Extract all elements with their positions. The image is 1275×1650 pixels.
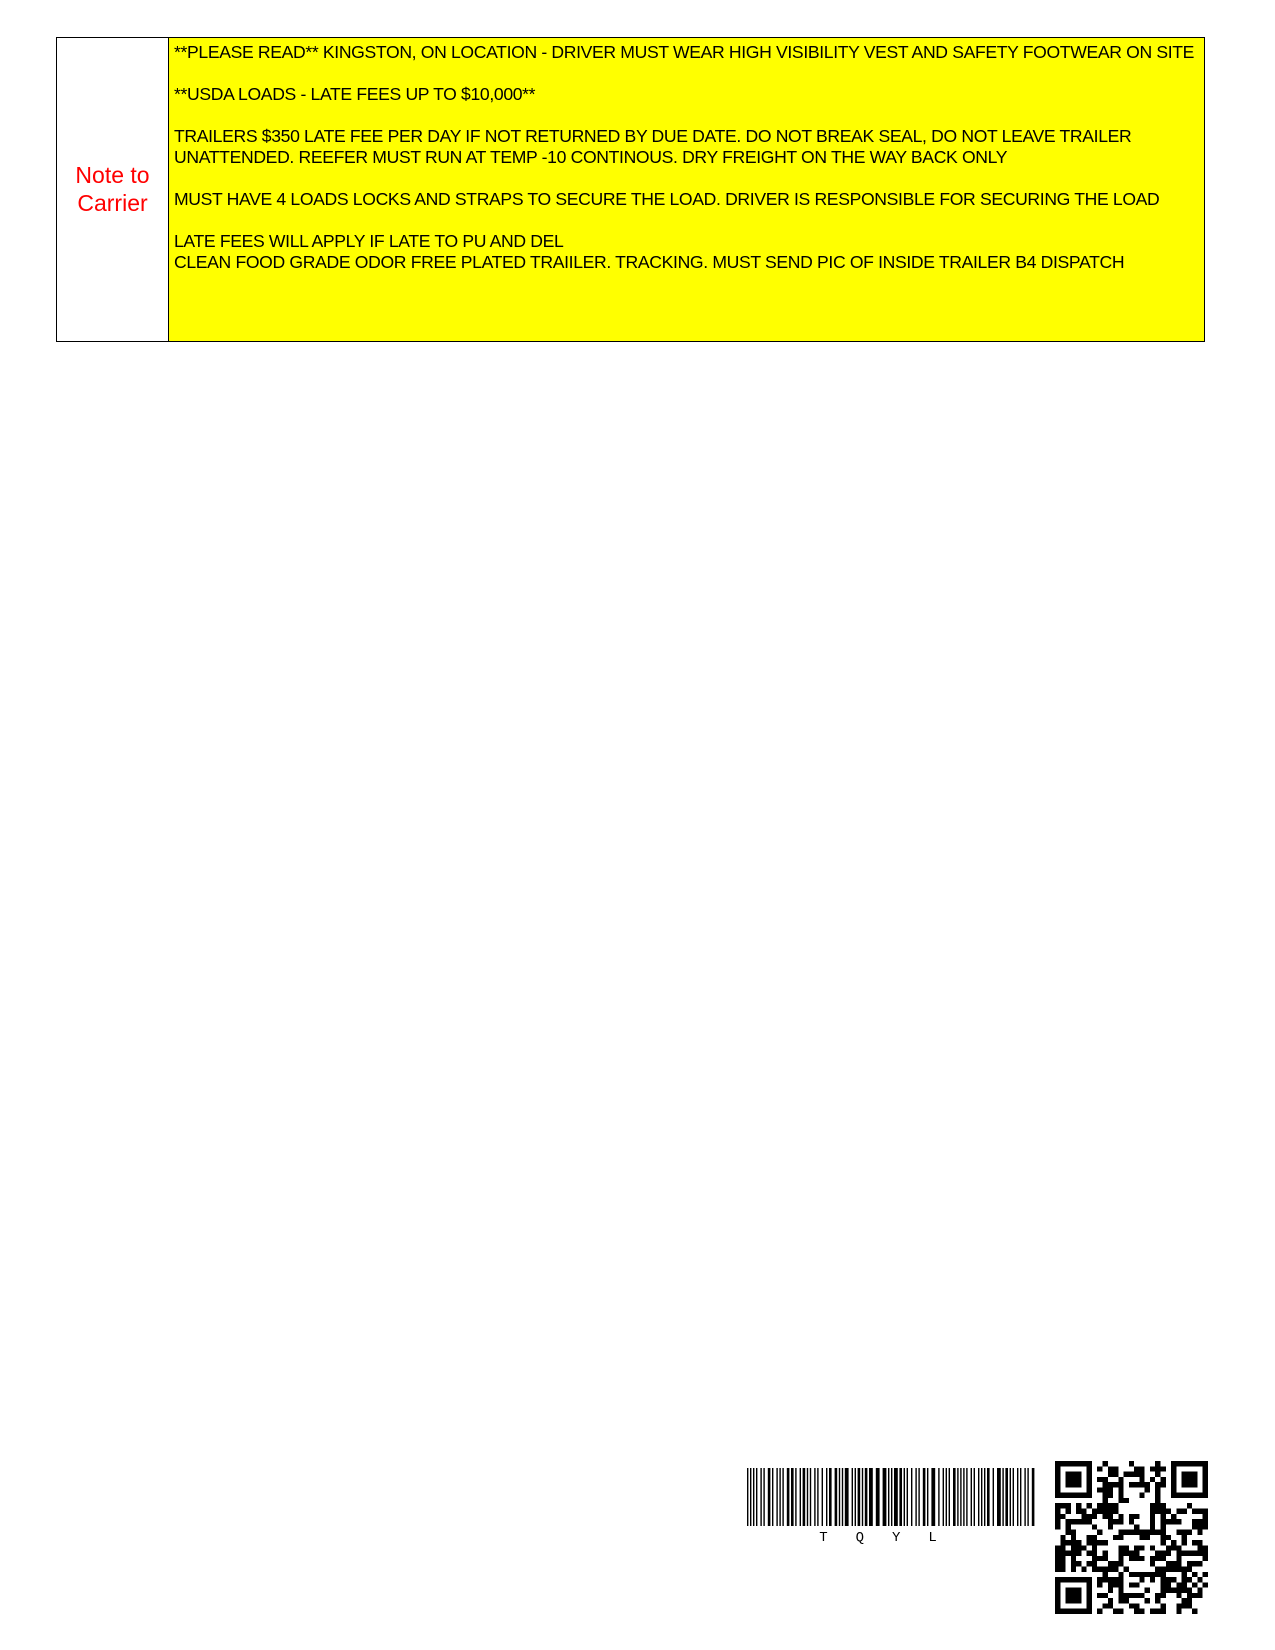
note-label-line2: Carrier: [77, 189, 148, 216]
note-paragraph-safety: **PLEASE READ** KINGSTON, ON LOCATION - DRIVER MUST WEAR HIGH VISIBILITY VEST AND SAFETY FOOTWEAR ON SITE: [174, 42, 1195, 62]
barcode-bars: [747, 1468, 1037, 1528]
note-paragraph-trailers: TRAILERS $350 LATE FEE PER DAY IF NOT RETURNED BY DUE DATE. DO NOT BREAK SEAL, DO NOT LEAVE TRAILER UNATTENDED. REEFER MUST RUN AT TEMP -10 CONTINOUS. DRY FREIGHT ON THE WAY BACK ONLY: [174, 126, 1132, 167]
note-to-carrier-table: [56, 37, 1205, 342]
note-paragraph-usda: **USDA LOADS - LATE FEES UP TO $10,000**: [174, 84, 536, 104]
note-paragraph-clean-trailer: CLEAN FOOD GRADE ODOR FREE PLATED TRAIILER. TRACKING. MUST SEND PIC OF INSIDE TRAILER B4 DISPATCH: [174, 252, 1125, 272]
note-to-carrier-body: [169, 38, 1204, 341]
note-paragraph-locks: MUST HAVE 4 LOADS LOCKS AND STRAPS TO SECURE THE LOAD. DRIVER IS RESPONSIBLE FOR SECURING THE LOAD: [174, 189, 1160, 209]
barcode: [747, 1468, 1037, 1545]
note-label-line1: Note to: [75, 161, 150, 188]
qr-code: [1055, 1461, 1208, 1614]
note-paragraph-late-fees: LATE FEES WILL APPLY IF LATE TO PU AND DEL: [174, 231, 564, 251]
barcode-text: TQYL: [819, 1530, 965, 1546]
note-to-carrier-label: [57, 38, 169, 341]
